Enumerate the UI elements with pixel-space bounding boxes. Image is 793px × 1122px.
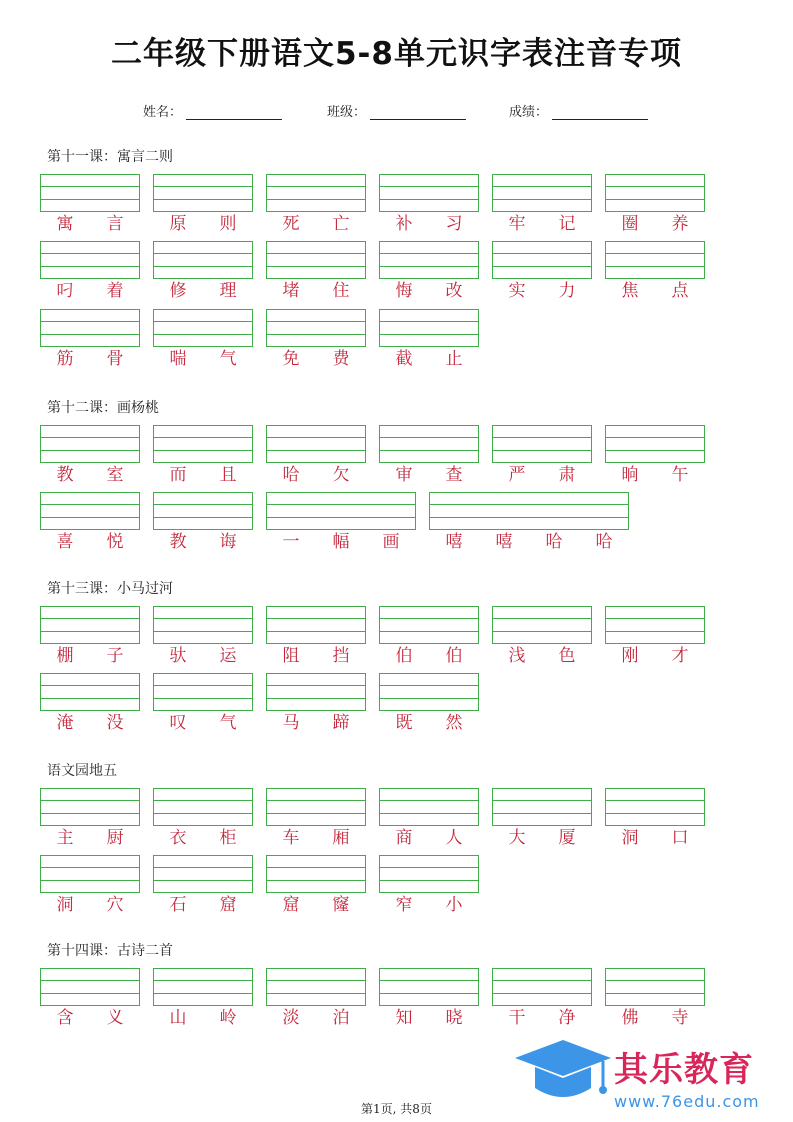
hanzi-character: 既 — [395, 713, 413, 733]
hanzi-character: 窿 — [332, 895, 350, 915]
word-characters — [153, 279, 253, 303]
hanzi-character: 口 — [671, 828, 689, 848]
hanzi-character: 截 — [395, 349, 413, 369]
word-characters — [605, 826, 705, 850]
hanzi-character: 阻 — [282, 646, 300, 666]
hanzi-character: 伯 — [395, 646, 413, 666]
hanzi-character: 力 — [558, 281, 576, 301]
pinyin-writing-box[interactable] — [266, 606, 366, 644]
word-characters — [153, 463, 253, 487]
word-characters — [266, 347, 366, 371]
word-characters — [379, 826, 479, 850]
word-characters — [40, 463, 140, 487]
word-characters — [379, 212, 479, 236]
word-characters — [266, 711, 366, 735]
hanzi-character: 筋 — [56, 349, 74, 369]
hanzi-character: 嘻 — [495, 532, 513, 552]
pinyin-writing-box[interactable] — [379, 855, 479, 893]
pinyin-writing-box[interactable] — [379, 968, 479, 1006]
section-title: 语文园地五 — [47, 763, 117, 779]
pinyin-writing-box[interactable] — [153, 855, 253, 893]
pinyin-writing-box[interactable] — [266, 174, 366, 212]
pinyin-writing-box[interactable] — [40, 855, 140, 893]
word-characters — [40, 893, 140, 917]
pinyin-writing-box[interactable] — [266, 968, 366, 1006]
word-characters — [40, 826, 140, 850]
pinyin-writing-box[interactable] — [40, 241, 140, 279]
pinyin-writing-box[interactable] — [379, 425, 479, 463]
section-title: 第十一课：寓言二则 — [47, 149, 173, 165]
hanzi-character: 知 — [395, 1008, 413, 1028]
hanzi-character: 厦 — [558, 828, 576, 848]
hanzi-character: 气 — [219, 713, 237, 733]
word-characters — [492, 644, 592, 668]
hanzi-character: 气 — [219, 349, 237, 369]
hanzi-character: 商 — [395, 828, 413, 848]
hanzi-character: 义 — [106, 1008, 124, 1028]
word-characters — [379, 644, 479, 668]
hanzi-character: 住 — [332, 281, 350, 301]
name-label: 姓名： — [143, 105, 183, 120]
word-characters — [153, 826, 253, 850]
hanzi-character: 大 — [508, 828, 526, 848]
hanzi-character: 厢 — [332, 828, 350, 848]
word-characters — [153, 893, 253, 917]
hanzi-character: 晓 — [445, 1008, 463, 1028]
hanzi-character: 画 — [382, 532, 400, 552]
hanzi-character: 没 — [106, 713, 124, 733]
hanzi-character: 牢 — [508, 214, 526, 234]
hanzi-character: 含 — [56, 1008, 74, 1028]
hanzi-character: 窟 — [282, 895, 300, 915]
pinyin-writing-box[interactable] — [492, 788, 592, 826]
hanzi-character: 淹 — [56, 713, 74, 733]
hanzi-character: 运 — [219, 646, 237, 666]
word-characters — [605, 644, 705, 668]
pinyin-writing-box[interactable] — [266, 855, 366, 893]
word-characters — [492, 279, 592, 303]
hanzi-character: 哈 — [595, 532, 613, 552]
pinyin-writing-box[interactable] — [379, 241, 479, 279]
name-blank[interactable] — [186, 105, 282, 120]
word-characters — [605, 212, 705, 236]
word-characters — [492, 1006, 592, 1030]
word-characters — [153, 347, 253, 371]
logo-url: www.76edu.com — [614, 1092, 760, 1111]
pinyin-writing-box[interactable] — [153, 174, 253, 212]
hanzi-character: 费 — [332, 349, 350, 369]
hanzi-character: 叹 — [169, 713, 187, 733]
hanzi-character: 岭 — [219, 1008, 237, 1028]
section-title: 第十三课：小马过河 — [47, 581, 173, 597]
hanzi-character: 净 — [558, 1008, 576, 1028]
hanzi-character: 点 — [671, 281, 689, 301]
pinyin-writing-box[interactable] — [605, 174, 705, 212]
word-characters — [153, 530, 253, 554]
hanzi-character: 才 — [671, 646, 689, 666]
graduation-cap-icon — [513, 1036, 613, 1108]
word-characters — [266, 1006, 366, 1030]
pinyin-writing-box[interactable] — [266, 673, 366, 711]
pinyin-writing-box[interactable] — [492, 425, 592, 463]
hanzi-character: 理 — [219, 281, 237, 301]
class-label: 班级： — [327, 105, 367, 120]
word-characters — [40, 1006, 140, 1030]
page-title: 二年级下册语文5-8单元识字表注音专项 — [110, 36, 682, 72]
hanzi-character: 习 — [445, 214, 463, 234]
hanzi-character: 止 — [445, 349, 463, 369]
word-characters — [379, 347, 479, 371]
hanzi-character: 小 — [445, 895, 463, 915]
pinyin-writing-box[interactable] — [266, 309, 366, 347]
hanzi-character: 欠 — [332, 465, 350, 485]
pinyin-writing-box[interactable] — [153, 968, 253, 1006]
word-characters — [266, 212, 366, 236]
hanzi-character: 然 — [445, 713, 463, 733]
word-characters — [429, 530, 629, 554]
word-characters — [492, 212, 592, 236]
section-title: 第十四课：古诗二首 — [47, 943, 173, 959]
hanzi-character: 肃 — [558, 465, 576, 485]
hanzi-character: 嘻 — [445, 532, 463, 552]
pinyin-writing-box[interactable] — [153, 788, 253, 826]
pinyin-writing-box[interactable] — [153, 309, 253, 347]
hanzi-character: 棚 — [56, 646, 74, 666]
hanzi-character: 寓 — [56, 214, 74, 234]
pinyin-writing-box[interactable] — [605, 606, 705, 644]
pinyin-writing-box[interactable] — [605, 425, 705, 463]
class-field — [327, 101, 466, 120]
pinyin-writing-box[interactable] — [492, 174, 592, 212]
hanzi-character: 免 — [282, 349, 300, 369]
hanzi-character: 子 — [106, 646, 124, 666]
pinyin-writing-box[interactable] — [266, 241, 366, 279]
score-blank[interactable] — [552, 105, 648, 120]
hanzi-character: 窟 — [219, 895, 237, 915]
section-title: 第十二课：画杨桃 — [47, 400, 159, 416]
pinyin-writing-box[interactable] — [40, 425, 140, 463]
hanzi-character: 衣 — [169, 828, 187, 848]
word-characters — [266, 644, 366, 668]
word-characters — [492, 463, 592, 487]
word-characters — [40, 644, 140, 668]
pinyin-writing-box[interactable] — [492, 606, 592, 644]
hanzi-character: 厨 — [106, 828, 124, 848]
hanzi-character: 幅 — [332, 532, 350, 552]
word-characters — [153, 711, 253, 735]
pinyin-writing-box[interactable] — [153, 241, 253, 279]
hanzi-character: 堵 — [282, 281, 300, 301]
pinyin-writing-box[interactable] — [40, 968, 140, 1006]
pinyin-writing-box[interactable] — [153, 425, 253, 463]
hanzi-character: 干 — [508, 1008, 526, 1028]
score-field — [509, 101, 648, 120]
hanzi-character: 车 — [282, 828, 300, 848]
class-blank[interactable] — [370, 105, 466, 120]
hanzi-character: 浅 — [508, 646, 526, 666]
word-characters — [266, 279, 366, 303]
hanzi-character: 实 — [508, 281, 526, 301]
hanzi-character: 喜 — [56, 532, 74, 552]
pinyin-writing-box[interactable] — [605, 241, 705, 279]
hanzi-character: 诲 — [219, 532, 237, 552]
pinyin-writing-box[interactable] — [40, 492, 140, 530]
word-characters — [266, 530, 416, 554]
hanzi-character: 原 — [169, 214, 187, 234]
word-characters — [379, 711, 479, 735]
pinyin-writing-box[interactable] — [605, 968, 705, 1006]
score-label: 成绩： — [509, 105, 549, 120]
hanzi-character: 晌 — [621, 465, 639, 485]
pinyin-writing-box[interactable] — [379, 788, 479, 826]
pinyin-writing-box[interactable] — [379, 673, 479, 711]
pinyin-writing-box[interactable] — [153, 673, 253, 711]
hanzi-character: 审 — [395, 465, 413, 485]
word-characters — [605, 1006, 705, 1030]
word-characters — [40, 711, 140, 735]
hanzi-character: 养 — [671, 214, 689, 234]
hanzi-character: 穴 — [106, 895, 124, 915]
pinyin-writing-box[interactable] — [40, 174, 140, 212]
hanzi-character: 记 — [558, 214, 576, 234]
hanzi-character: 佛 — [621, 1008, 639, 1028]
pinyin-writing-box[interactable] — [153, 492, 253, 530]
word-characters — [153, 644, 253, 668]
hanzi-character: 改 — [445, 281, 463, 301]
pinyin-writing-box[interactable] — [40, 673, 140, 711]
hanzi-character: 教 — [169, 532, 187, 552]
pinyin-writing-box[interactable] — [40, 606, 140, 644]
hanzi-character: 喘 — [169, 349, 187, 369]
hanzi-character: 色 — [558, 646, 576, 666]
pinyin-writing-box[interactable] — [266, 788, 366, 826]
word-characters — [266, 463, 366, 487]
hanzi-character: 寺 — [671, 1008, 689, 1028]
hanzi-character: 且 — [219, 465, 237, 485]
word-characters — [379, 893, 479, 917]
pinyin-writing-box[interactable] — [40, 788, 140, 826]
hanzi-character: 刚 — [621, 646, 639, 666]
hanzi-character: 主 — [56, 828, 74, 848]
hanzi-character: 泊 — [332, 1008, 350, 1028]
hanzi-character: 人 — [445, 828, 463, 848]
hanzi-character: 洞 — [621, 828, 639, 848]
hanzi-character: 亡 — [332, 214, 350, 234]
word-characters — [266, 893, 366, 917]
pinyin-writing-box[interactable] — [153, 606, 253, 644]
hanzi-character: 叼 — [56, 281, 74, 301]
hanzi-character: 石 — [169, 895, 187, 915]
name-field — [143, 101, 282, 120]
word-characters — [492, 826, 592, 850]
hanzi-character: 补 — [395, 214, 413, 234]
word-characters — [153, 1006, 253, 1030]
hanzi-character: 教 — [56, 465, 74, 485]
hanzi-character: 圈 — [621, 214, 639, 234]
word-characters — [266, 826, 366, 850]
word-characters — [379, 463, 479, 487]
pinyin-writing-box[interactable] — [379, 174, 479, 212]
word-characters — [40, 212, 140, 236]
hanzi-character: 洞 — [56, 895, 74, 915]
hanzi-character: 言 — [106, 214, 124, 234]
hanzi-character: 山 — [169, 1008, 187, 1028]
pinyin-writing-box[interactable] — [492, 241, 592, 279]
hanzi-character: 蹄 — [332, 713, 350, 733]
hanzi-character: 室 — [106, 465, 124, 485]
hanzi-character: 哈 — [545, 532, 563, 552]
hanzi-character: 一 — [282, 532, 300, 552]
word-characters — [605, 463, 705, 487]
hanzi-character: 骨 — [106, 349, 124, 369]
pinyin-writing-box[interactable] — [492, 968, 592, 1006]
page-footer: 第1页, 共8页 — [361, 1102, 432, 1116]
hanzi-character: 柜 — [219, 828, 237, 848]
hanzi-character: 伯 — [445, 646, 463, 666]
hanzi-character: 午 — [671, 465, 689, 485]
pinyin-writing-box[interactable] — [605, 788, 705, 826]
hanzi-character: 死 — [282, 214, 300, 234]
hanzi-character: 淡 — [282, 1008, 300, 1028]
pinyin-writing-box[interactable] — [266, 425, 366, 463]
hanzi-character: 悦 — [106, 532, 124, 552]
pinyin-writing-box[interactable] — [379, 606, 479, 644]
hanzi-character: 修 — [169, 281, 187, 301]
hanzi-character: 查 — [445, 465, 463, 485]
pinyin-writing-box[interactable] — [266, 492, 416, 530]
word-characters — [605, 279, 705, 303]
hanzi-character: 窄 — [395, 895, 413, 915]
hanzi-character: 则 — [219, 214, 237, 234]
pinyin-writing-box[interactable] — [40, 309, 140, 347]
hanzi-character: 而 — [169, 465, 187, 485]
word-characters — [379, 279, 479, 303]
hanzi-character: 马 — [282, 713, 300, 733]
hanzi-character: 着 — [106, 281, 124, 301]
hanzi-character: 哈 — [282, 465, 300, 485]
word-characters — [153, 212, 253, 236]
hanzi-character: 悔 — [395, 281, 413, 301]
pinyin-writing-box[interactable] — [429, 492, 629, 530]
word-characters — [40, 347, 140, 371]
word-characters — [40, 530, 140, 554]
hanzi-character: 挡 — [332, 646, 350, 666]
hanzi-character: 严 — [508, 465, 526, 485]
hanzi-character: 驮 — [169, 646, 187, 666]
logo-name: 其乐教育 — [614, 1050, 754, 1090]
word-characters — [379, 1006, 479, 1030]
pinyin-writing-box[interactable] — [379, 309, 479, 347]
hanzi-character: 焦 — [621, 281, 639, 301]
word-characters — [40, 279, 140, 303]
